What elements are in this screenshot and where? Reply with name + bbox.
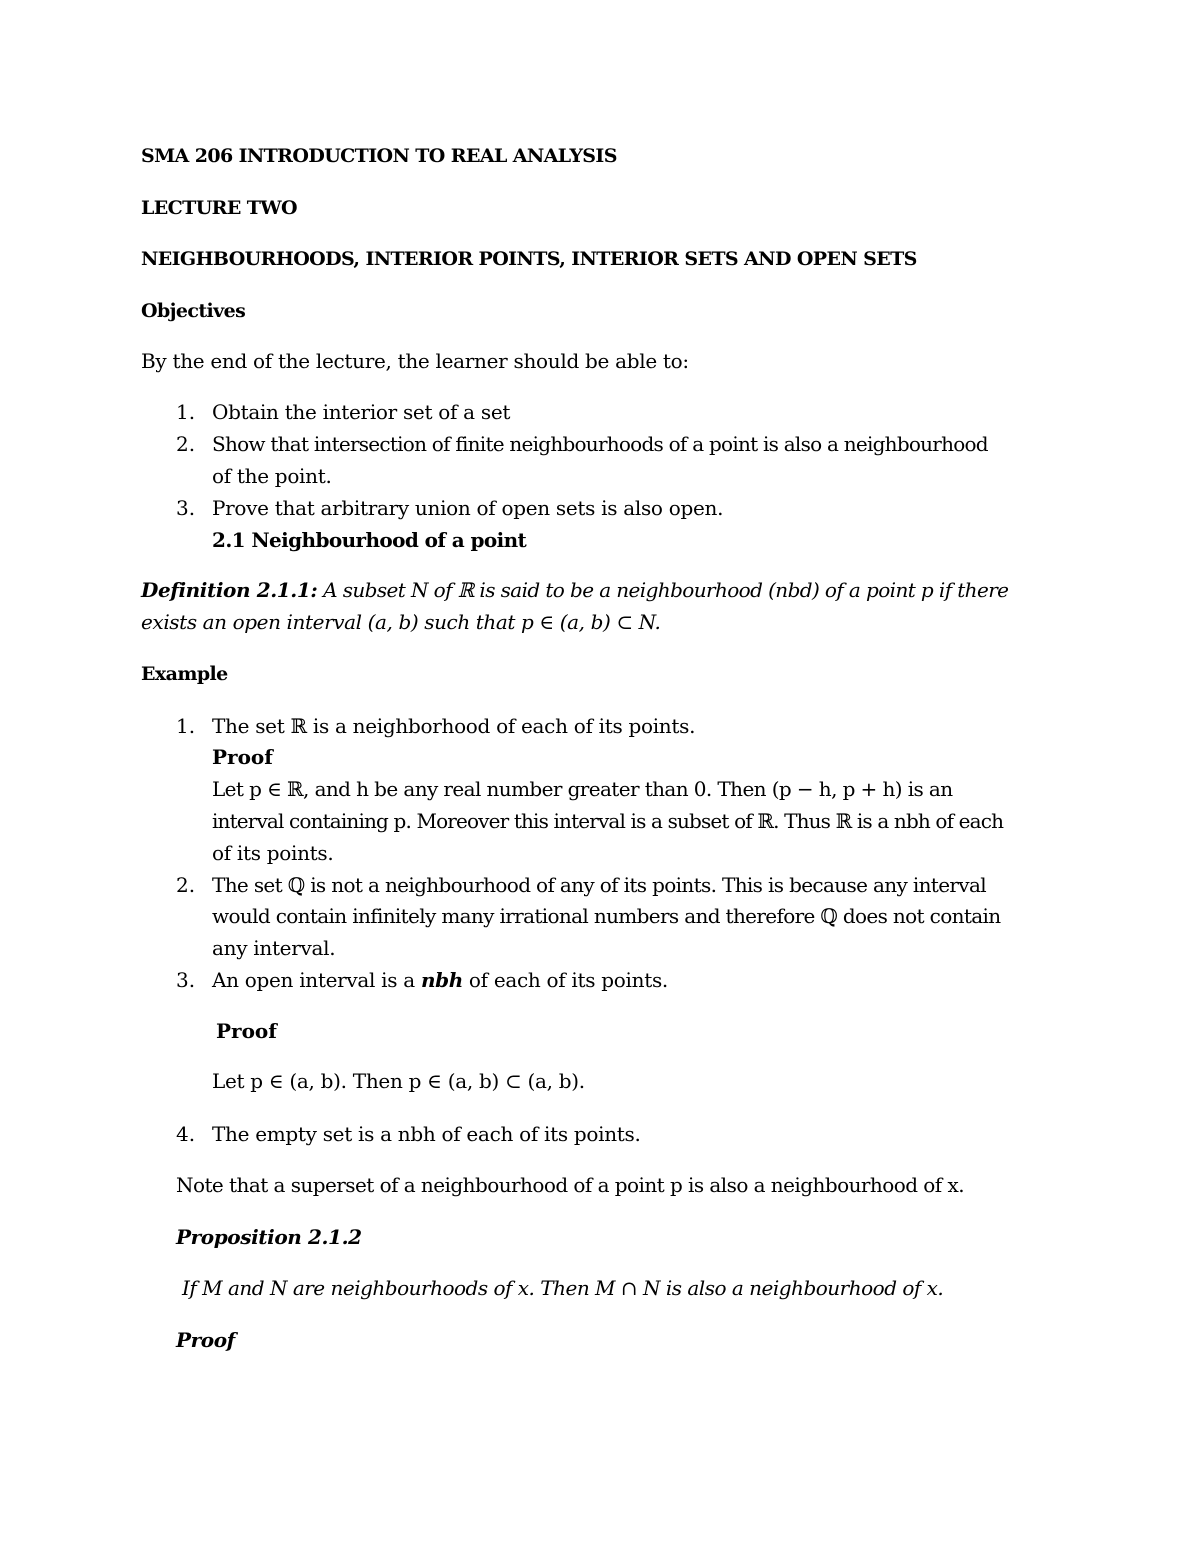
example-number: 3. bbox=[176, 968, 196, 992]
example-text-part: An open interval is a bbox=[212, 968, 421, 992]
objective-number: 2. bbox=[176, 432, 196, 456]
example-heading: Example bbox=[141, 663, 228, 685]
proposition-label: Proposition 2.1.2 bbox=[176, 1225, 362, 1249]
objective-item: Obtain the interior set of a set bbox=[212, 400, 511, 424]
example-text: The empty set is a nbh of each of its points. bbox=[212, 1122, 641, 1146]
example-text: The set ℝ is a neighborhood of each of its points. bbox=[212, 714, 696, 738]
example-number: 4. bbox=[176, 1122, 196, 1146]
objectives-intro: By the end of the lecture, the learner should be able to: bbox=[141, 349, 689, 373]
objective-item: Show that intersection of finite neighbourhoods of a point is also a neighbourhood bbox=[212, 432, 988, 456]
definition-line-2: exists an open interval (a, b) such that p ∈ (a, b) ⊂ N. bbox=[141, 610, 661, 634]
objectives-heading: Objectives bbox=[141, 300, 246, 322]
definition-line-1 bbox=[141, 577, 1008, 603]
proof-line: Let p ∈ ℝ, and h be any real number greater than 0. Then (p − h, p + h) is an bbox=[212, 777, 953, 801]
lecture-topic: NEIGHBOURHOODS, INTERIOR POINTS, INTERIOR SETS AND OPEN SETS bbox=[141, 248, 917, 270]
course-title: SMA 206 INTRODUCTION TO REAL ANALYSIS bbox=[141, 145, 617, 167]
example-text bbox=[212, 967, 668, 993]
proof-label-final: Proof bbox=[176, 1328, 235, 1352]
proof-label: Proof bbox=[212, 745, 273, 769]
objective-number: 1. bbox=[176, 400, 196, 424]
example-number: 2. bbox=[176, 873, 196, 897]
proof-label: Proof bbox=[216, 1019, 277, 1043]
proof-line: of its points. bbox=[212, 841, 334, 865]
example-text: any interval. bbox=[212, 936, 336, 960]
example-text: The set ℚ is not a neighbourhood of any of its points. This is because any interval bbox=[212, 873, 986, 897]
objective-item: Prove that arbitrary union of open sets is also open. bbox=[212, 496, 724, 520]
example-text-part: of each of its points. bbox=[462, 968, 668, 992]
example-text-bold: nbh bbox=[421, 968, 463, 992]
proof-line: Let p ∈ (a, b). Then p ∈ (a, b) ⊂ (a, b). bbox=[212, 1069, 585, 1093]
example-text: would contain infinitely many irrational numbers and therefore ℚ does not contain bbox=[212, 904, 1001, 928]
objective-item-continued: of the point. bbox=[212, 464, 332, 488]
lecture-number: LECTURE TWO bbox=[141, 197, 297, 219]
example-number: 1. bbox=[176, 714, 196, 738]
proposition-text: If M and N are neighbourhoods of x. Then M ∩ N is also a neighbourhood of x. bbox=[182, 1276, 944, 1300]
proof-line: interval containing p. Moreover this interval is a subset of ℝ. Thus ℝ is a nbh of each bbox=[212, 809, 1004, 833]
objective-number: 3. bbox=[176, 496, 196, 520]
note-text: Note that a superset of a neighbourhood of a point p is also a neighbourhood of x. bbox=[176, 1173, 964, 1197]
definition-text: A subset N of ℝ is said to be a neighbourhood (nbd) of a point p if there bbox=[323, 578, 1009, 602]
section-heading: 2.1 Neighbourhood of a point bbox=[212, 528, 527, 552]
definition-label: Definition 2.1.1: bbox=[141, 578, 318, 602]
